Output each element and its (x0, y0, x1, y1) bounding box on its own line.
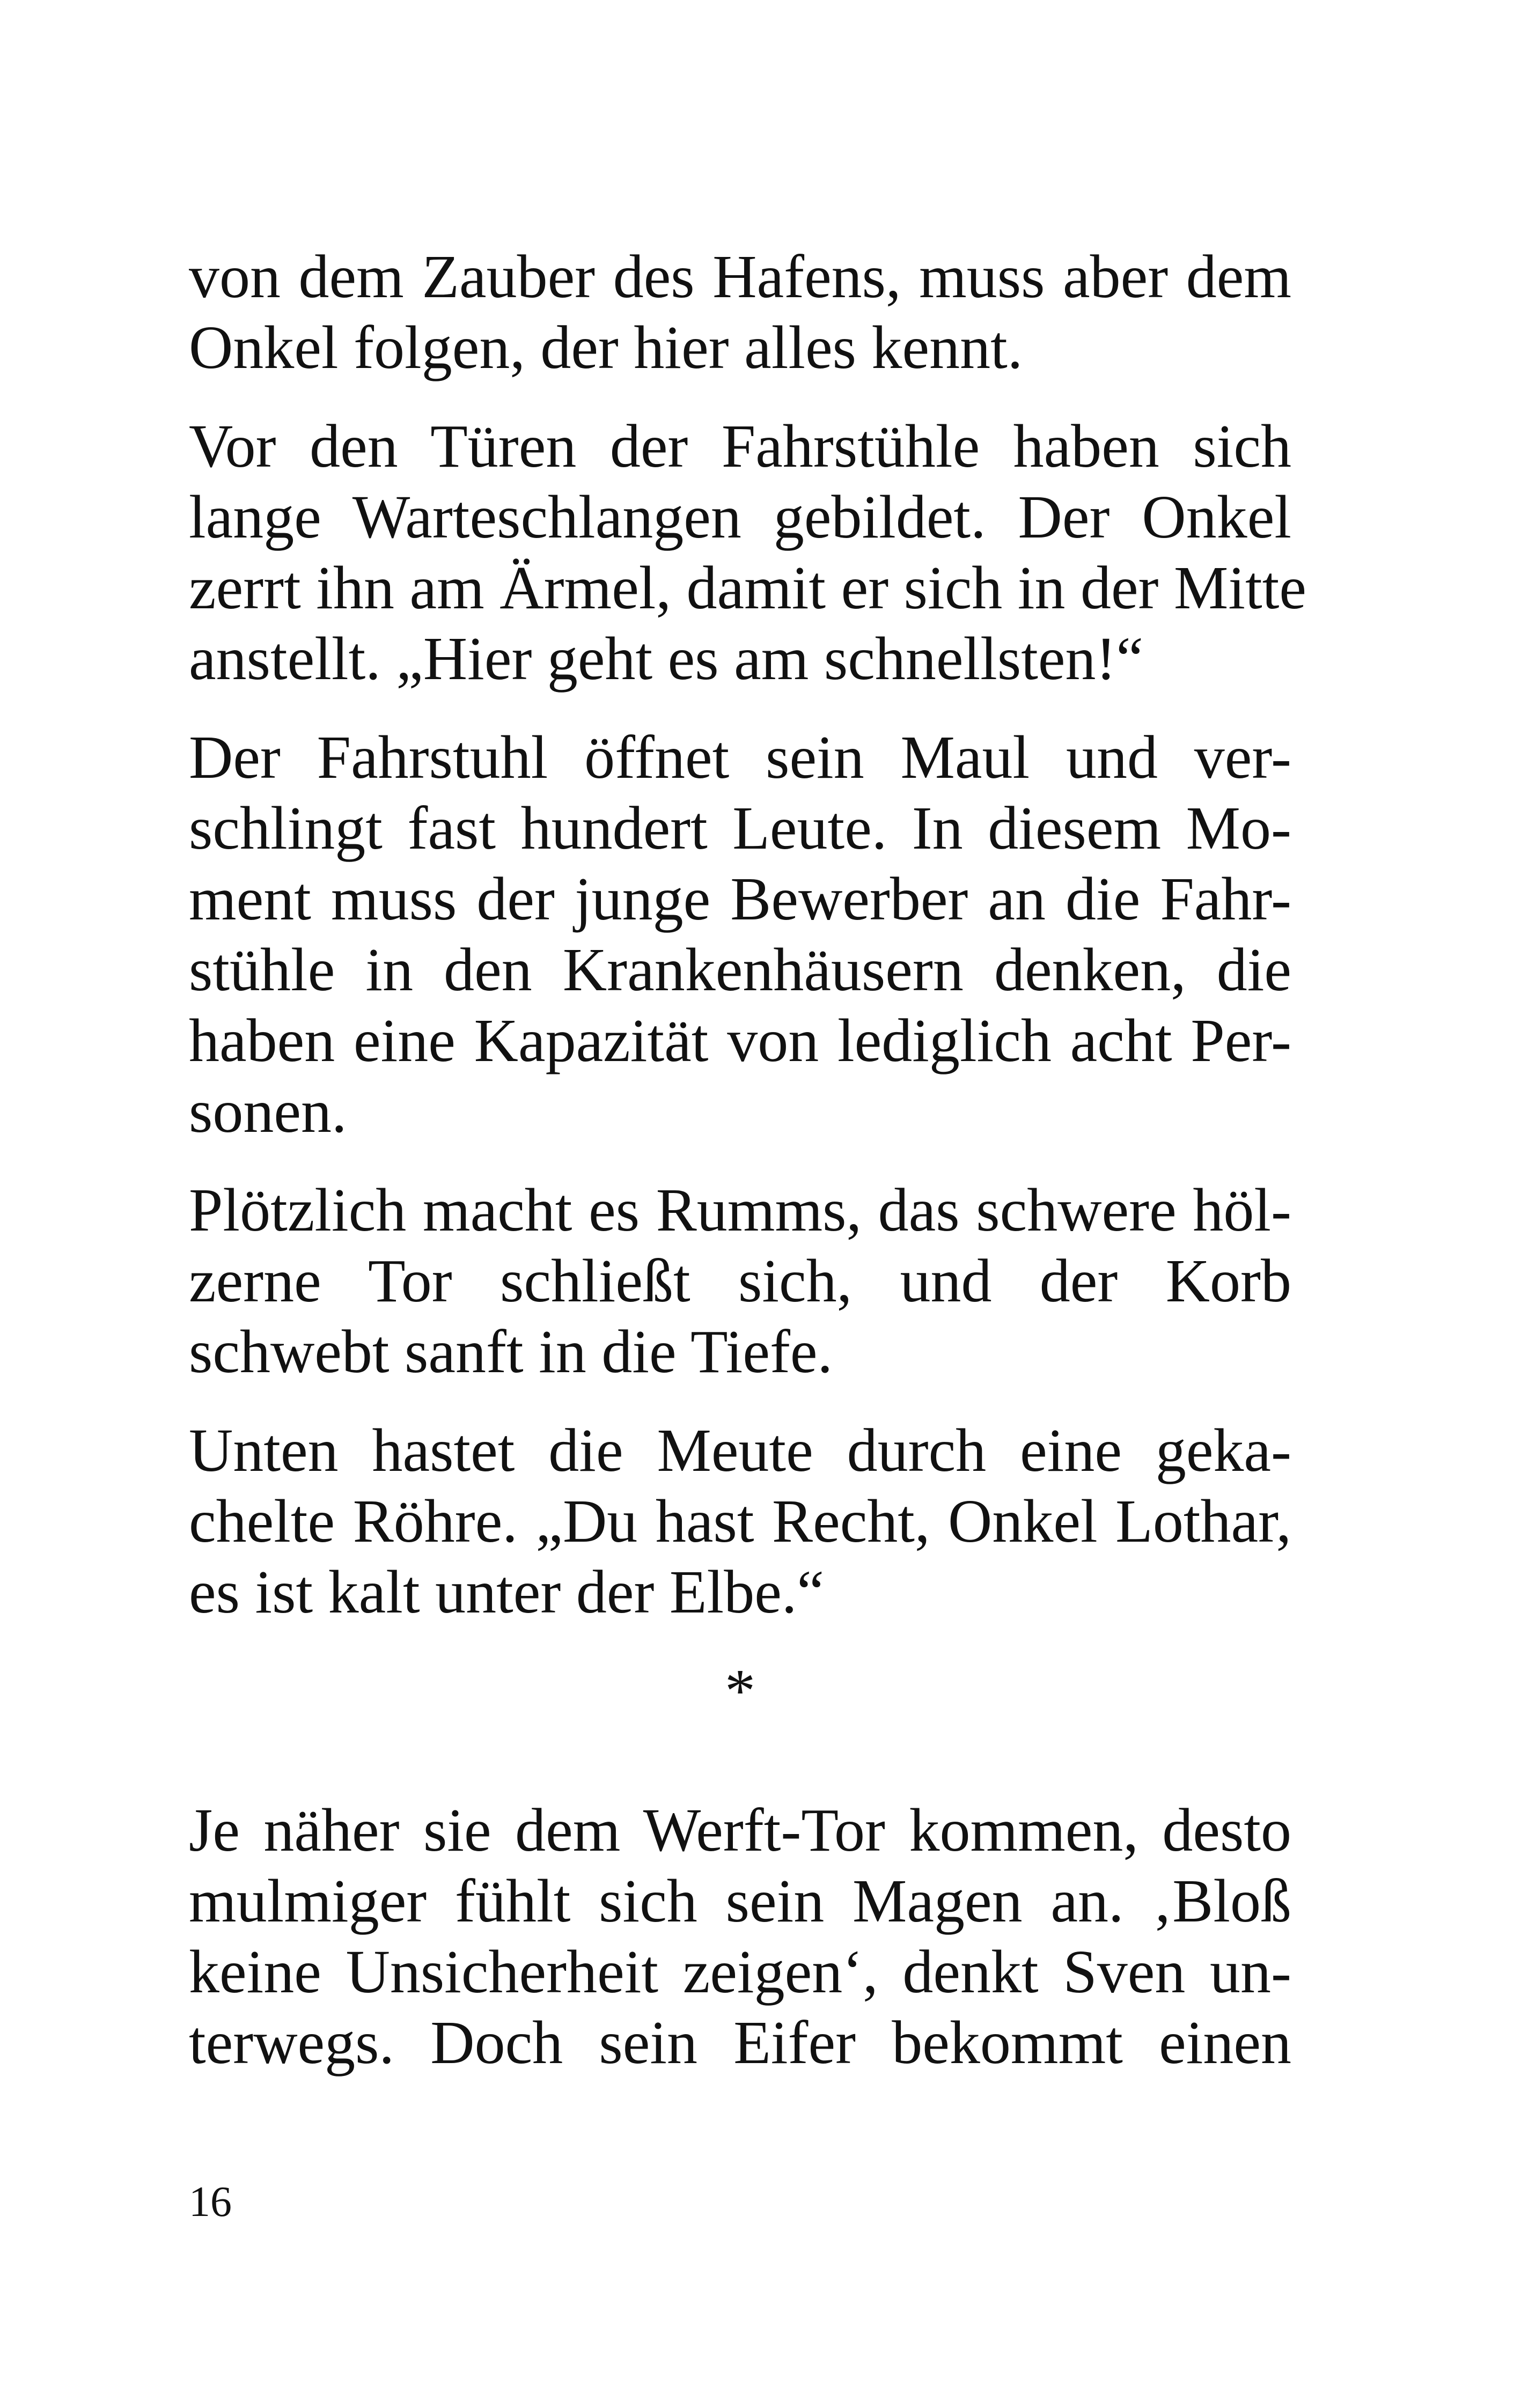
text-body (189, 241, 1307, 2106)
text-line: anstellt. „Hier geht es am schnellsten!“ (189, 624, 1144, 693)
paragraph-6 (189, 1795, 1291, 2078)
text-line: haben eine Kapazität von lediglich acht Per- (189, 1006, 1291, 1074)
text-line: es ist kalt unter der Elbe.“ (189, 1558, 824, 1626)
text-line: Vor den Türen der Fahrstühle haben sich (189, 412, 1291, 480)
page-number: 16 (189, 2178, 232, 2226)
paragraph-4 (189, 1175, 1291, 1387)
text-line: schwebt sanft in die Tiefe. (189, 1317, 833, 1386)
text-line: mulmiger fühlt sich sein Magen an. ‚Bloß (189, 1867, 1291, 1935)
paragraph-1 (189, 241, 1291, 383)
text-line: lange Warteschlangen gebildet. Der Onkel (189, 483, 1291, 551)
text-line: Onkel folgen, der hier alles kennt. (189, 313, 1023, 381)
text-line: Plötzlich macht es Rumms, das schwere höl- (189, 1176, 1291, 1244)
text-line: stühle in den Krankenhäusern denken, die (189, 936, 1291, 1004)
paragraph-5 (189, 1415, 1291, 1628)
text-line: Der Fahrstuhl öffnet sein Maul und ver- (189, 723, 1291, 791)
text-line: Unten hastet die Meute durch eine geka- (189, 1416, 1291, 1484)
paragraph-3 (189, 722, 1291, 1147)
text-line: Je näher sie dem Werft-Tor kommen, desto (189, 1796, 1291, 1864)
text-line: zerrt ihn am Ärmel, damit er sich in der Mitte (189, 554, 1307, 622)
text-line: keine Unsicherheit zeigen‘, denkt Sven un- (189, 1938, 1291, 2006)
text-line: ment muss der junge Bewerber an die Fahr- (189, 865, 1291, 933)
text-line: chelte Röhre. „Du hast Recht, Onkel Lothar, (189, 1487, 1291, 1555)
text-line: zerne Tor schließt sich, und der Korb (189, 1247, 1291, 1315)
paragraph-2 (189, 411, 1307, 694)
text-line: schlingt fast hundert Leute. In diesem Mo- (189, 794, 1291, 862)
text-line: sonen. (189, 1077, 347, 1145)
text-line: terwegs. Doch sein Eifer bekommt einen (189, 2008, 1291, 2076)
section-separator: * (725, 1656, 755, 1725)
text-line: von dem Zauber des Hafens, muss aber dem (189, 242, 1291, 311)
